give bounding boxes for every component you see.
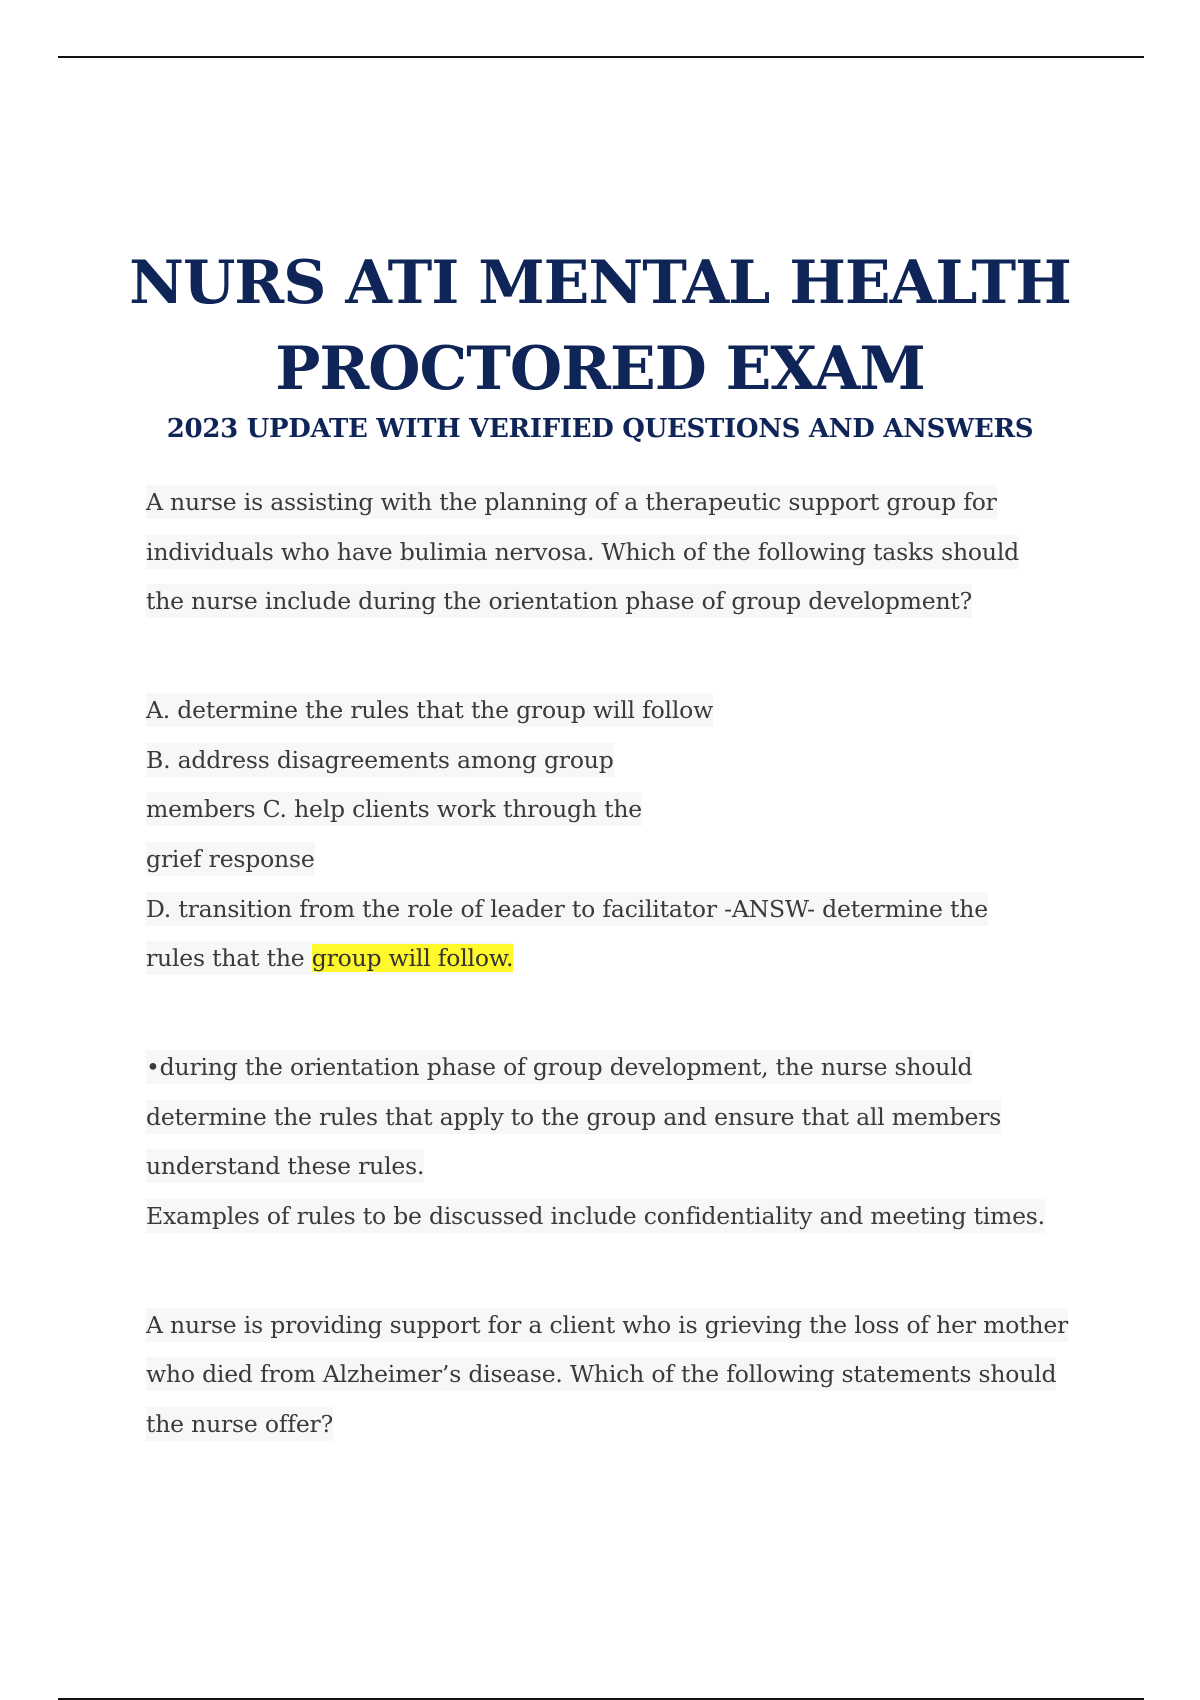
question-2-line-3: the nurse offer? — [146, 1407, 333, 1441]
document-title-line-2: PROCTORED EXAM — [275, 334, 925, 404]
answer-line — [146, 941, 513, 975]
document-title-line-1: NURS ATI MENTAL HEALTH — [129, 248, 1071, 318]
answer-highlight: group will follow. — [311, 944, 514, 972]
rationale-line-4: Examples of rules to be discussed include confidentiality and meeting times. — [146, 1199, 1045, 1233]
option-b: B. address disagreements among group — [146, 743, 614, 777]
question-1-line-1: A nurse is assisting with the planning of a therapeutic support group for — [146, 485, 997, 519]
question-2-line-1: A nurse is providing support for a client who is grieving the loss of her mother — [146, 1308, 1068, 1342]
rationale-line-2: determine the rules that apply to the group and ensure that all members — [146, 1100, 1001, 1134]
option-b-c-continued: members C. help clients work through the — [146, 792, 642, 826]
rationale-line-3: understand these rules. — [146, 1149, 424, 1183]
question-1-line-3: the nurse include during the orientation phase of group development? — [146, 584, 972, 618]
rationale-line-1: •during the orientation phase of group development, the nurse should — [146, 1050, 972, 1084]
document-subtitle: 2023 UPDATE WITH VERIFIED QUESTIONS AND ANSWERS — [166, 414, 1034, 444]
answer-prefix: rules that the — [146, 944, 312, 972]
question-2-line-2: who died from Alzheimer’s disease. Which of the following statements should — [146, 1357, 1056, 1391]
top-rule — [58, 56, 1144, 58]
option-c-continued: grief response — [146, 842, 315, 876]
question-1-line-2: individuals who have bulimia nervosa. Which of the following tasks should — [146, 535, 1019, 569]
option-a: A. determine the rules that the group will follow — [146, 693, 713, 727]
option-d: D. transition from the role of leader to facilitator -ANSW- determine the — [146, 892, 988, 926]
